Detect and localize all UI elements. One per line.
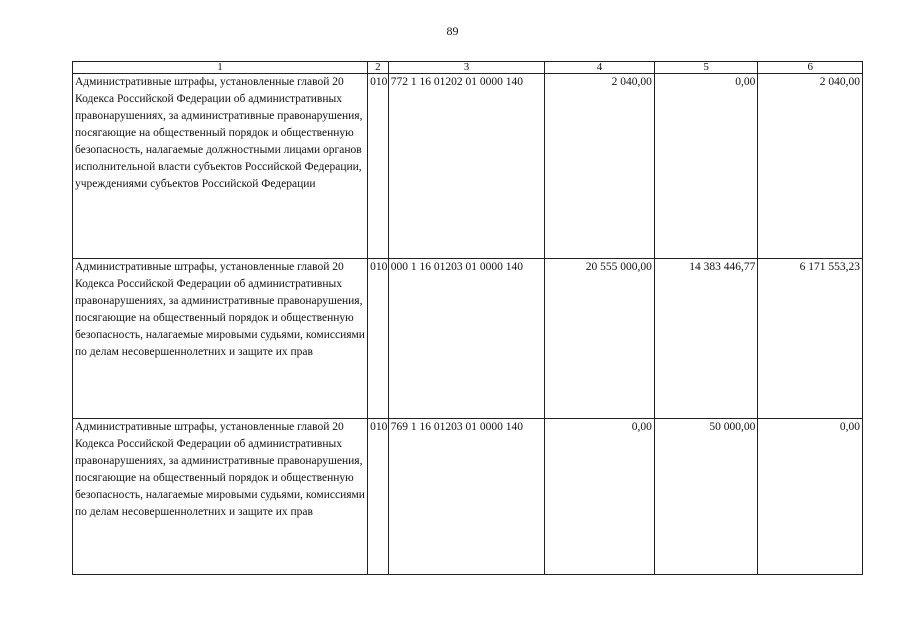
row-value-col4: 2 040,00 bbox=[545, 74, 655, 259]
header-col-3: 3 bbox=[388, 62, 544, 74]
row-budget-code: 000 1 16 01203 01 0000 140 bbox=[388, 259, 544, 419]
row-value-col6: 0,00 bbox=[758, 419, 863, 575]
budget-table bbox=[72, 61, 863, 575]
row-description: Административные штрафы, установленные главой 20 Кодекса Российской Федерации об административных правонарушениях, за административные правонарушения, посягающие на общественный порядок и общественную безопасность, налагаемые должностными лицами органов исполнительной власти субъектов Российской Федерации, учреждениями субъектов Российской Федерации bbox=[73, 74, 368, 259]
row-line-code: 010 bbox=[368, 259, 389, 419]
header-col-4: 4 bbox=[545, 62, 655, 74]
row-value-col4: 0,00 bbox=[545, 419, 655, 575]
row-line-code: 010 bbox=[368, 74, 389, 259]
header-col-2: 2 bbox=[368, 62, 389, 74]
row-value-col4: 20 555 000,00 bbox=[545, 259, 655, 419]
table-row bbox=[73, 419, 863, 575]
page-number: 89 bbox=[446, 24, 459, 38]
row-budget-code: 769 1 16 01203 01 0000 140 bbox=[388, 419, 544, 575]
row-value-col6: 6 171 553,23 bbox=[758, 259, 863, 419]
header-col-1: 1 bbox=[73, 62, 368, 74]
row-line-code: 010 bbox=[368, 419, 389, 575]
row-value-col5: 0,00 bbox=[654, 74, 758, 259]
row-value-col5: 50 000,00 bbox=[654, 419, 758, 575]
row-description: Административные штрафы, установленные главой 20 Кодекса Российской Федерации об административных правонарушениях, за административные правонарушения, посягающие на общественный порядок и общественную безопасность, налагаемые мировыми судьями, комиссиями по делам несовершеннолетних и защите их прав bbox=[73, 259, 368, 419]
header-col-6: 6 bbox=[758, 62, 863, 74]
row-description: Административные штрафы, установленные главой 20 Кодекса Российской Федерации об административных правонарушениях, за административные правонарушения, посягающие на общественный порядок и общественную безопасность, налагаемые мировыми судьями, комиссиями по делам несовершеннолетних и защите их прав bbox=[73, 419, 368, 575]
table-row bbox=[73, 74, 863, 259]
header-col-5: 5 bbox=[654, 62, 758, 74]
row-budget-code: 772 1 16 01202 01 0000 140 bbox=[388, 74, 544, 259]
row-value-col6: 2 040,00 bbox=[758, 74, 863, 259]
row-value-col5: 14 383 446,77 bbox=[654, 259, 758, 419]
header-row bbox=[73, 62, 863, 74]
table-row bbox=[73, 259, 863, 419]
